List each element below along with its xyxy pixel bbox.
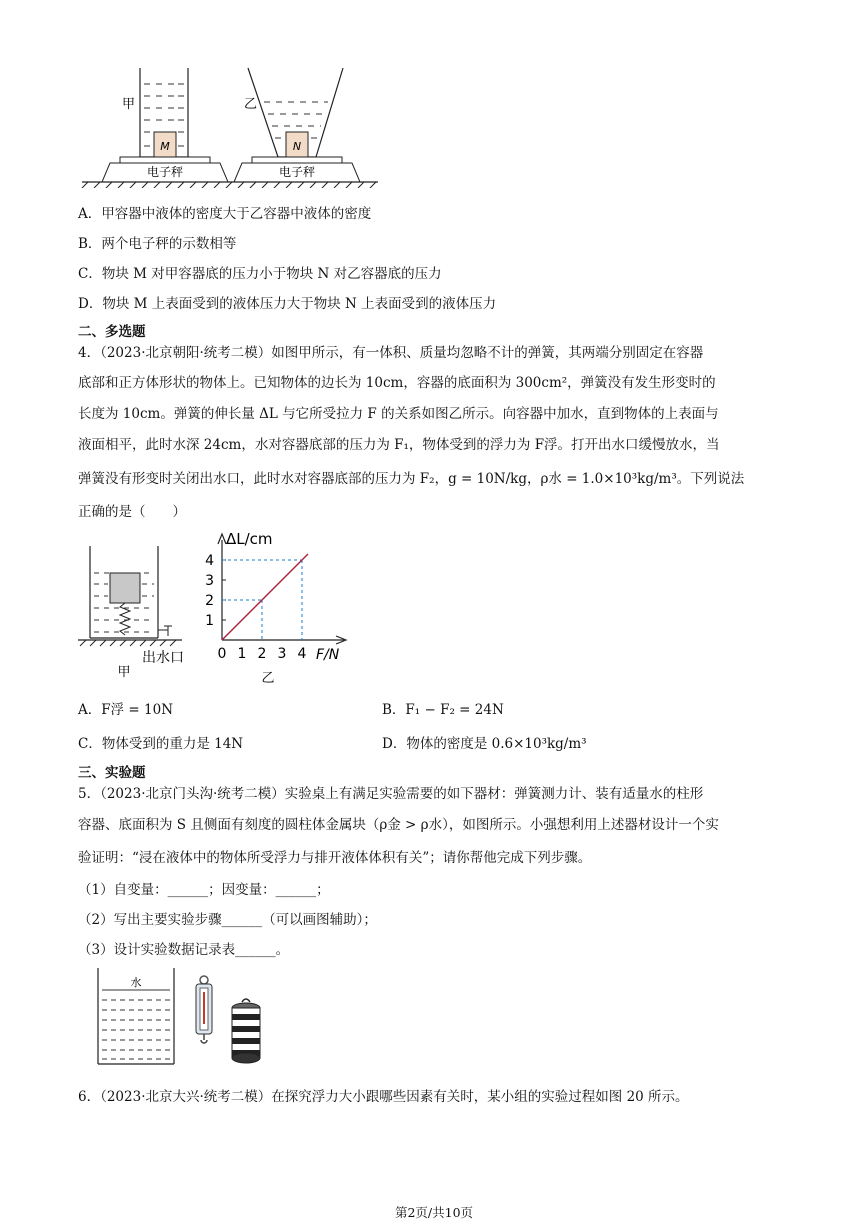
panel-label-yi: 乙 (261, 671, 275, 686)
q5-line-2: 容器、底面积为 S 且侧面有刻度的圆柱体金属块（ρ金 > ρ水），如图所示。小强想利用上述器材设计一个实 (78, 817, 719, 833)
q5-line-3: 验证明：“浸在液体中的物体所受浮力与排开液体体积有关”；请你帮他完成下列步骤。 (78, 850, 592, 866)
water-container (98, 968, 174, 1064)
svg-text:电子秤: 电子秤 (278, 165, 316, 179)
figure-jia-container (78, 540, 188, 680)
x-tick-label: 1 (237, 646, 247, 662)
x-tick-label: 4 (297, 646, 307, 662)
q4-option-b: B．F₁ − F₂ = 24N (382, 702, 504, 718)
q4-line-5: 弹簧没有形变时关闭出水口，此时水对容器底部的压力为 F₂，g = 10N/kg，ρ水 = 1.0×10³kg/m³。下列说法 (78, 471, 745, 487)
q4-line-1: 4．（2023·北京朝阳·统考二模）如图甲所示，有一体积、质量均忽略不计的弹簧，其两端分别固定在容器 (78, 345, 704, 361)
spring-scale-icon (196, 976, 212, 1043)
y-tick-label: 4 (205, 553, 214, 569)
metal-cylinder-icon (232, 999, 260, 1063)
fig-jia-label: 甲 (117, 665, 131, 680)
x-tick-label: 0 (217, 646, 227, 662)
q4-option-a: A．F浮 = 10N (78, 702, 174, 718)
block-m-label: M (160, 140, 170, 153)
q4-line-3: 长度为 10cm。弹簧的伸长量 ΔL 与它所受拉力 F 的关系如图乙所示。向容器中加水，直到物体的上表面与 (78, 406, 719, 422)
q4-line-2: 底部和正方体形状的物体上。已知物体的边长为 10cm，容器的底面积为 300cm²，弹簧没有发生形变时的 (78, 375, 716, 391)
q3-option-a: A．甲容器中液体的密度大于乙容器中液体的密度 (78, 206, 372, 222)
q4-option-d: D．物体的密度是 0.6×10³kg/m³ (382, 736, 587, 752)
scale-left (102, 157, 228, 182)
q3-option-d: D．物块 M 上表面受到的液体压力大于物块 N 上表面受到的液体压力 (78, 296, 497, 312)
figure-two-containers (78, 62, 388, 188)
q5-line-4: （1）自变量：______；因变量：______； (78, 882, 330, 898)
series-line (222, 554, 308, 640)
q5-line-6: （3）设计实验数据记录表______。 (78, 942, 290, 958)
q5-line-1: 5．（2023·北京门头沟·统考二模）实验桌上有满足实验需要的如下器材：弹簧测力计、装有适量水的柱形 (78, 786, 704, 802)
chart-deltaL-vs-F (198, 528, 358, 686)
y-tick-label: 3 (205, 573, 214, 589)
section-heading-experiment: 三、实验题 (78, 765, 146, 781)
scale-right (234, 157, 360, 182)
y-axis-label: ΔL/cm (226, 530, 273, 548)
q6-line-1: 6．（2023·北京大兴·统考二模）在探究浮力大小跟哪些因素有关时，某小组的实验过程如图 20 所示。 (78, 1089, 689, 1105)
label-yi: 乙 (244, 97, 258, 112)
block-n-label: N (292, 140, 302, 153)
q3-option-b: B．两个电子秤的示数相等 (78, 236, 237, 252)
q3-option-c: C．物块 M 对甲容器底的压力小于物块 N 对乙容器底的压力 (78, 266, 442, 282)
y-tick-label: 1 (205, 613, 214, 629)
q5-line-5: （2）写出主要实验步骤______（可以画图辅助）； (78, 912, 377, 928)
page-footer: 第2页/共10页 (394, 1205, 474, 1220)
y-tick-label: 2 (205, 593, 214, 609)
x-axis-label: F/N (316, 647, 340, 663)
q4-line-4: 液面相平，此时水深 24cm，水对容器底部的压力为 F₁，物体受到的浮力为 F浮。打开出水口缓慢放水，当 (78, 437, 720, 453)
outlet-label: 出水口 (142, 650, 184, 666)
x-tick-label: 2 (257, 646, 267, 662)
q4-option-c: C．物体受到的重力是 14N (78, 736, 244, 752)
svg-text:电子秤: 电子秤 (146, 165, 184, 179)
water-label: 水 (130, 976, 142, 989)
q4-line-6: 正确的是（ ） (78, 504, 186, 520)
x-tick-label: 3 (277, 646, 287, 662)
label-jia: 甲 (122, 97, 136, 112)
section-heading-multi: 二、多选题 (78, 324, 146, 340)
figure-q5-apparatus (92, 966, 272, 1068)
